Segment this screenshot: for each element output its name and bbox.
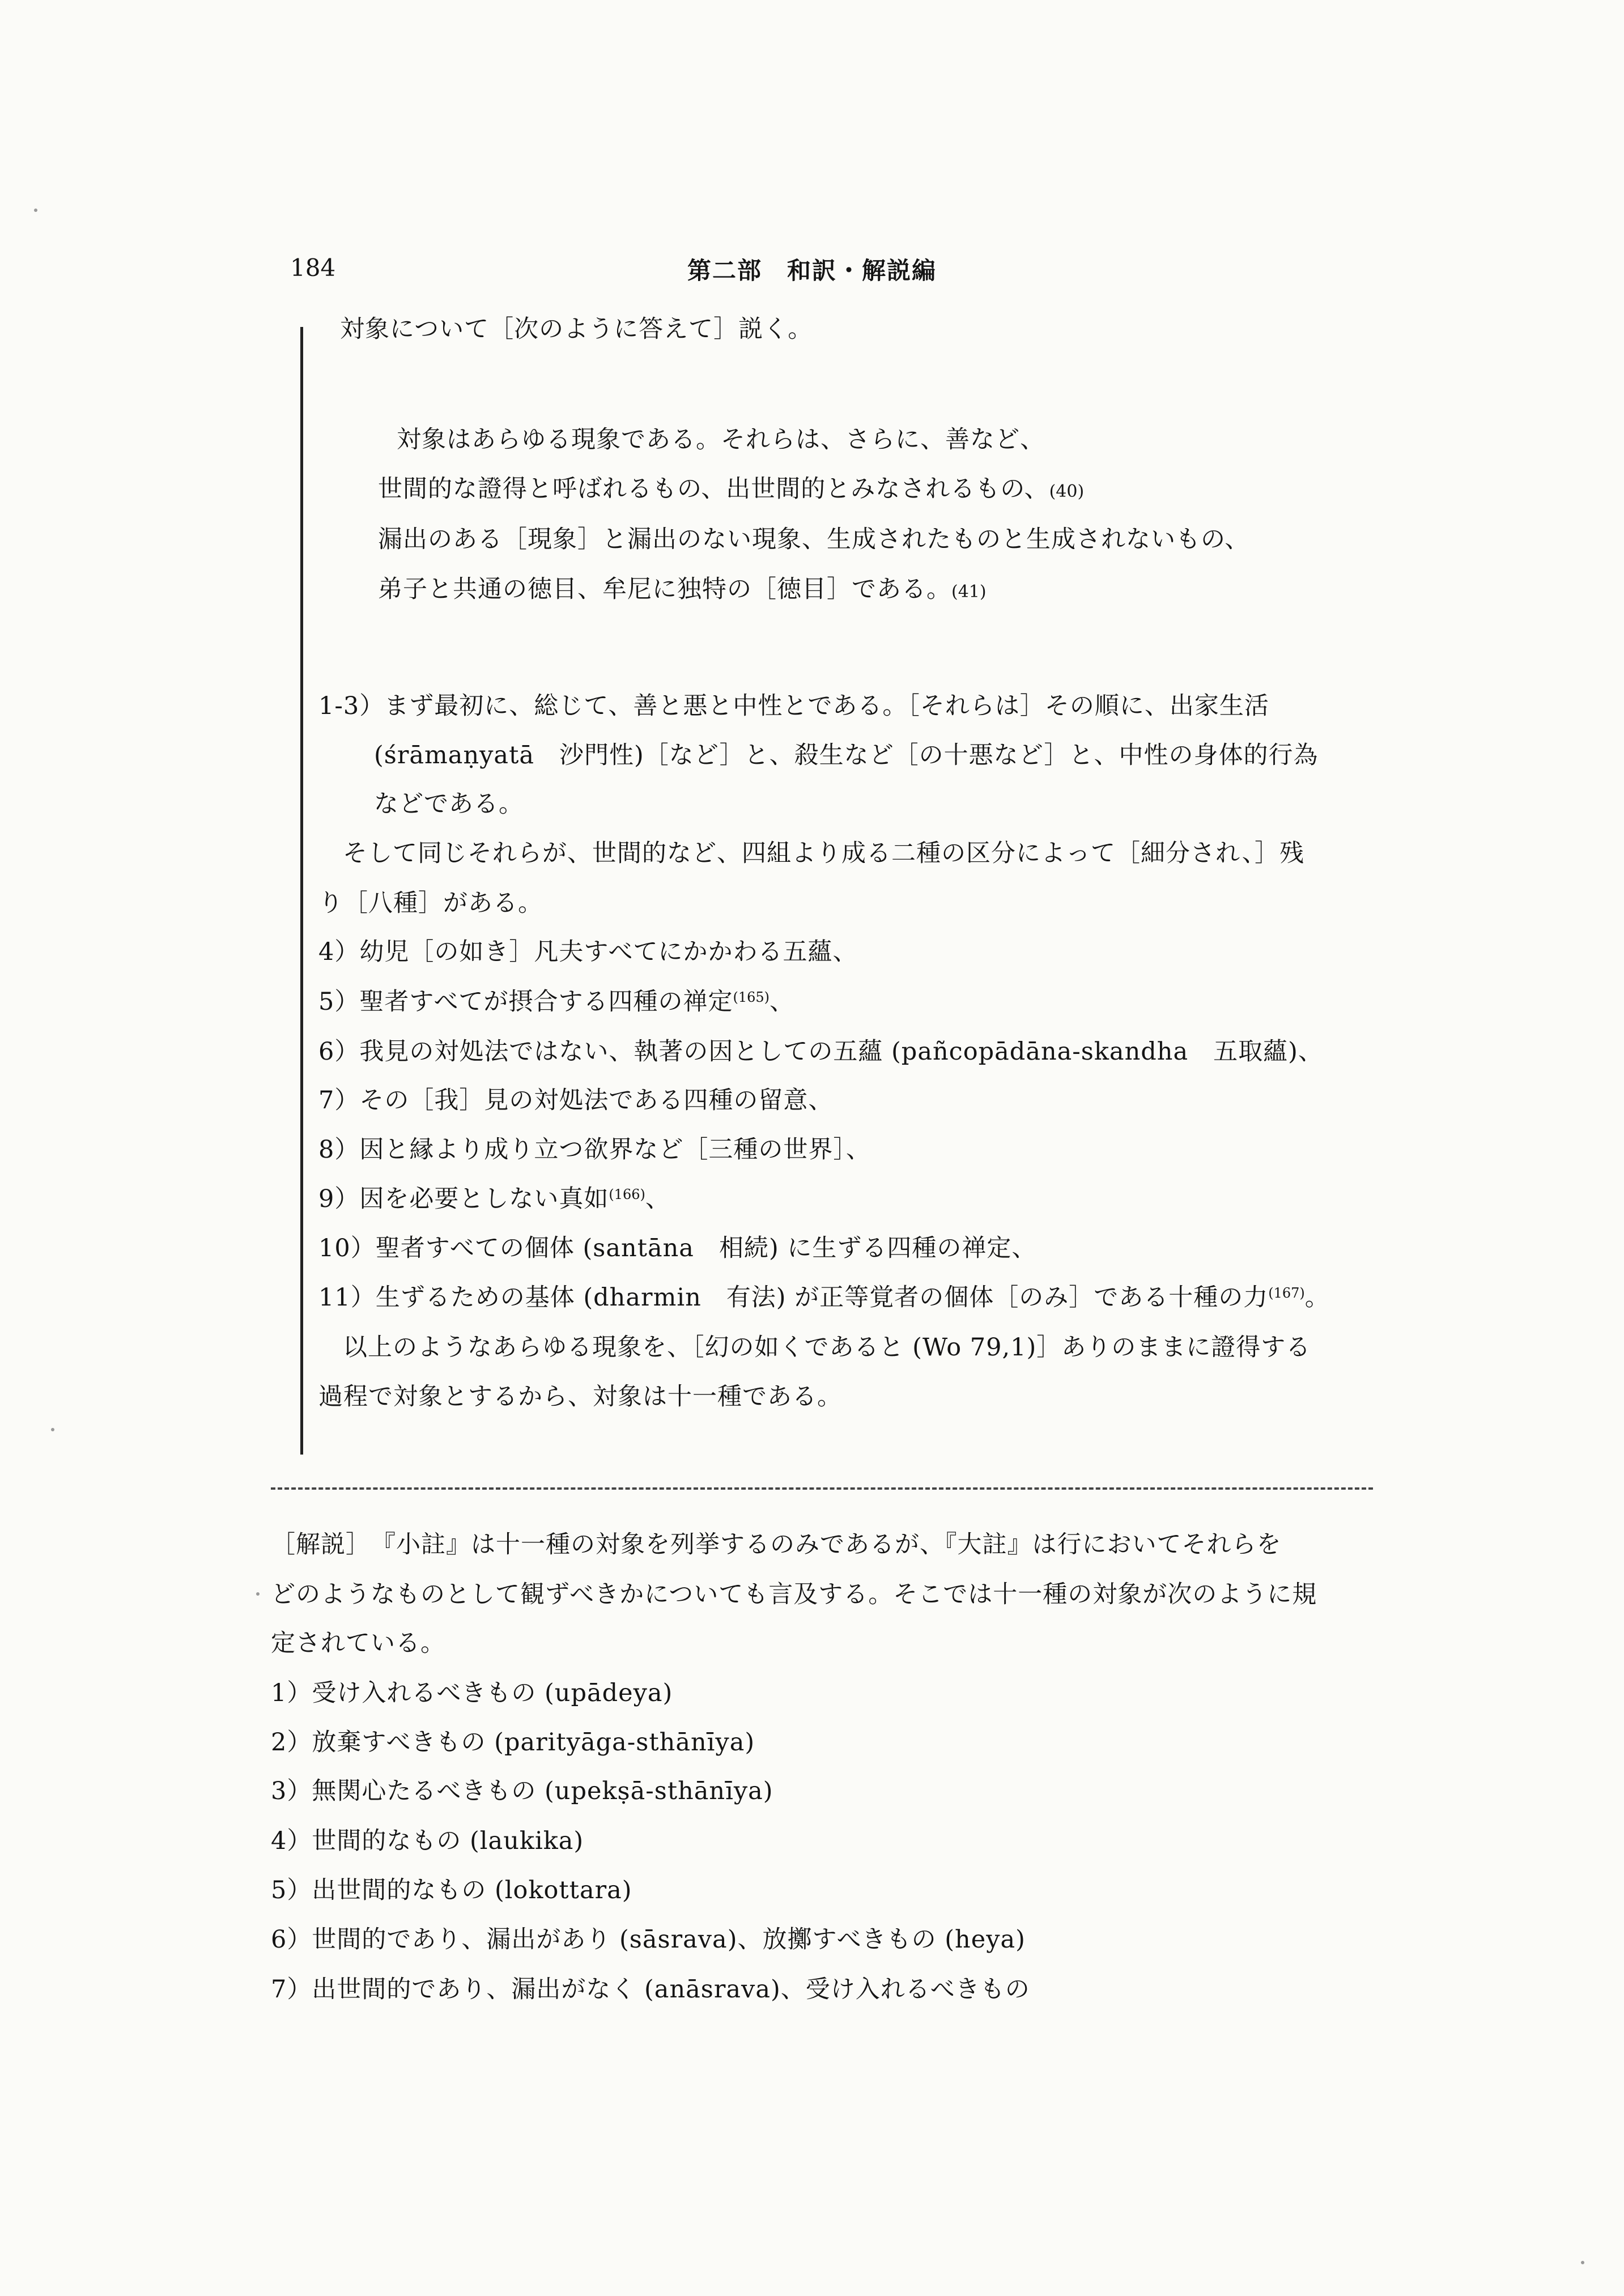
commentary-line: 1-3）まず最初に、総じて、善と悪と中性とである。［それらは］その順に、出家生活 <box>318 692 1269 720</box>
explanation-item: 6）世間的であり、漏出があり (sāsrava)、放擲すべきもの (heya) <box>271 1925 1026 1954</box>
commentary-line: 過程で対象とするから、対象は十一種である。 <box>318 1383 842 1411</box>
section-divider <box>271 1487 1373 1490</box>
page-number: 184 <box>290 254 336 282</box>
explanation-item: 2）放棄すべきもの (parityāga-sthānīya) <box>271 1728 755 1757</box>
item-text: 9）因を必要としない真如 <box>318 1185 609 1213</box>
commentary-line: などである。 <box>374 790 524 818</box>
verse-line-3 <box>378 524 1249 555</box>
intro-line: 対象について［次のように答えて］説く。 <box>340 315 813 343</box>
item-text: 5）聖者すべてが摂合する四種の禅定 <box>318 988 733 1016</box>
explanation-item: 4）世間的なもの (laukika) <box>271 1827 584 1855</box>
scan-speck <box>256 1592 260 1596</box>
footnote-marker: (40) <box>1049 482 1085 501</box>
verse-text: 弟子と共通の徳目、牟尼に独特の［徳目］である。 <box>378 575 951 603</box>
list-item: 6）我見の対処法ではない、執著の因としての五蘊 (pañcopādāna-skandha 五取蘊)、 <box>318 1038 1323 1066</box>
scan-speck <box>1581 2261 1584 2264</box>
explanation-line: どのようなものとして観ずべきかについても言及する。そこでは十一種の対象が次のように規 <box>271 1580 1317 1609</box>
punct: 、 <box>770 988 795 1016</box>
explanation-item: 7）出世間的であり、漏出がなく (anāsrava)、受け入れるべきもの <box>271 1975 1030 2004</box>
explanation-item: 3）無関心たるべきもの (upekṣā-sthānīya) <box>271 1777 773 1805</box>
explanation-line: 定されている。 <box>271 1629 445 1657</box>
list-item <box>318 1282 1330 1317</box>
verse-text: 対象はあらゆる現象である。それらは、さらに、善など、 <box>397 426 1045 454</box>
commentary-line: そして同じそれらが、世間的など、四組より成る二種の区分によって［細分され、］残 <box>343 839 1305 868</box>
verse-text: 世間的な證得と呼ばれるもの、出世間的とみなされるもの、 <box>378 475 1049 503</box>
punct: 。 <box>1304 1283 1330 1312</box>
running-header: 第二部 和訳・解説編 <box>687 257 937 284</box>
list-item <box>318 1183 670 1218</box>
verse-line-2 <box>378 473 1084 508</box>
item-text: 11）生ずるための基体 (dharmin 有法) が正等覚者の個体［のみ］である十種の力 <box>318 1283 1269 1312</box>
punct: 、 <box>645 1185 670 1213</box>
list-item: 8）因と縁より成り立つ欲界など［三種の世界］、 <box>318 1136 871 1164</box>
list-item: 7）その［我］見の対処法である四種の留意、 <box>318 1086 834 1115</box>
list-item: 10）聖者すべての個体 (santāna 相続) に生ずる四種の禅定、 <box>318 1234 1037 1262</box>
commentary-line: (śrāmaṇyatā 沙門性)［など］と、殺生など［の十悪など］と、中性の身体的行為 <box>374 741 1319 769</box>
footnote-marker: (167) <box>1268 1285 1305 1301</box>
verse-line-4 <box>378 573 987 608</box>
explanation-item: 5）出世間的なもの (lokottara) <box>271 1876 632 1904</box>
commentary-line: り［八種］がある。 <box>318 889 543 917</box>
verse-line-1 <box>397 424 1045 456</box>
footnote-marker: (166) <box>609 1187 645 1202</box>
explanation-line: ［解説］ 『小註』は十一種の対象を列挙するのみであるが、『大註』は行においてそれらを <box>271 1530 1282 1559</box>
scan-speck <box>51 1428 54 1431</box>
footnote-marker: (41) <box>951 582 987 602</box>
list-item <box>318 986 794 1021</box>
verse-text: 漏出のある［現象］と漏出のない現象、生成されたものと生成されないもの、 <box>378 525 1250 554</box>
list-item: 4）幼児［の如き］凡夫すべてにかかわる五蘊、 <box>318 938 858 966</box>
scan-speck <box>34 209 37 212</box>
quotation-rule <box>300 327 303 1455</box>
explanation-item: 1）受け入れるべきもの (upādeya) <box>271 1679 673 1707</box>
commentary-line: 以上のようなあらゆる現象を、［幻の如くであると (Wo 79,1)］ありのままに證得する <box>343 1333 1311 1362</box>
footnote-marker: (165) <box>733 989 770 1005</box>
